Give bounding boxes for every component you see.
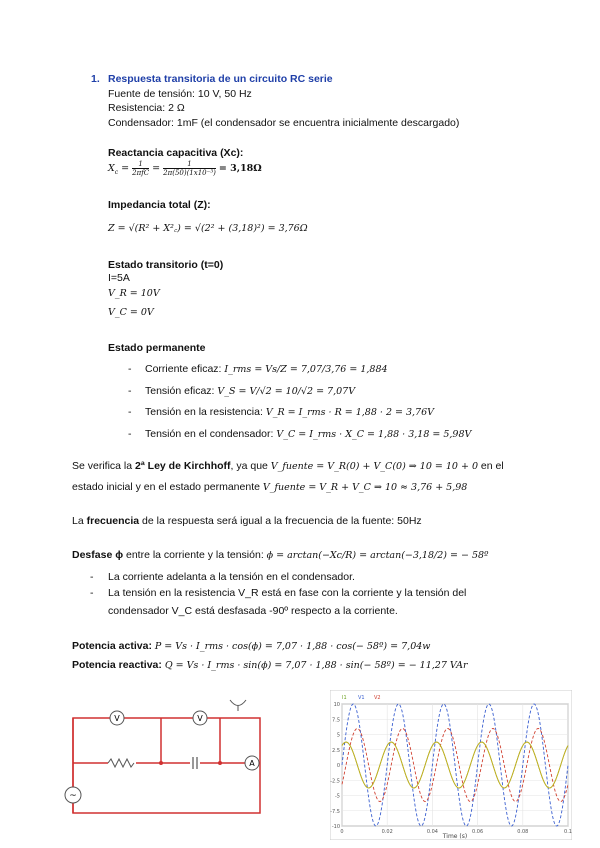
- x-tick-label: 0: [340, 829, 344, 835]
- transient-current: I=5A: [108, 272, 130, 284]
- steady-item: Tensión en el condensador: V_C = I_rms · X_C = 1,88 · 3,18 = 5,98V: [145, 428, 472, 440]
- node: [218, 761, 222, 765]
- svg-text:~: ~: [69, 791, 77, 801]
- x-tick-label: 0.1: [564, 829, 572, 835]
- resistance-line: Resistencia: 2 Ω: [108, 102, 185, 114]
- capacitor-line: Condensador: 1mF (el condensador se encuentra inicialmente descargado): [108, 117, 460, 129]
- legend-entry: V1: [358, 695, 365, 701]
- steady-item: Corriente eficaz: I_rms = Vs/Z = 7,07/3,76 = 1,884: [145, 363, 388, 375]
- section-number: 1.: [91, 73, 100, 85]
- kirchhoff-line2: estado inicial y en el estado permanente V_fuente = V_R + V_C ⇒ 10 ≈ 3,76 + 5,98: [72, 481, 468, 493]
- steady-item: Tensión eficaz: V_S = V/√2 = 10/√2 = 7,07V: [145, 385, 356, 397]
- svg-text:A: A: [249, 759, 255, 768]
- active-power: Potencia activa: P = Vs · I_rms · cos(ϕ) = 7,07 · 1,88 · cos(− 58º) = 7,04w: [72, 640, 431, 652]
- voltmeter-2: [193, 711, 207, 725]
- phase-item: La tensión en la resistencia V_R está en fase con la corriente y la tensión del: [108, 587, 467, 599]
- phase-item: condensador V_C está desfasada -90º respecto a la corriente.: [108, 605, 398, 617]
- transient-vc: V_C = 0V: [108, 307, 154, 318]
- bullet: -: [128, 428, 132, 440]
- reactance-heading: Reactancia capacitiva (Xc):: [108, 147, 244, 159]
- y-tick-label: -10: [331, 824, 340, 830]
- y-tick-label: 0: [336, 763, 340, 769]
- x-tick-label: 0.02: [381, 829, 393, 835]
- bullet: -: [128, 385, 132, 397]
- impedance-formula: Z = √(R² + X²꜀) = √(2² + (3,18)²) = 3,76Ω: [108, 223, 308, 234]
- legend-entry: V2: [374, 695, 381, 701]
- reactance-formula: $X_c$ = $\frac{1}{\text{2πfC}}$ = $\frac{1}{\text{2π(50)(1x10⁻³)}}$ = 3,18Ω: [108, 160, 262, 177]
- source-line: Fuente de tensión: 10 V, 50 Hz: [108, 88, 252, 100]
- impedance-heading: Impedancia total (Z):: [108, 199, 211, 211]
- bullet: -: [90, 571, 94, 583]
- steady-item: Tensión en la resistencia: V_R = I_rms · R = 1,88 · 2 = 3,76V: [145, 406, 434, 418]
- bullet: -: [90, 587, 94, 599]
- reactive-power: Potencia reactiva: Q = Vs · I_rms · sin(ϕ) = 7,07 · 1,88 · sin(− 58º) = − 11,27 VAr: [72, 659, 468, 671]
- svg-text:V: V: [197, 714, 203, 723]
- node: [159, 761, 163, 765]
- frequency-line: La frecuencia de la respuesta será igual a la frecuencia de la fuente: 50Hz: [72, 515, 422, 527]
- x-tick-label: 0.04: [426, 829, 438, 835]
- waveform-chart: [330, 690, 572, 840]
- y-tick-label: -2.5: [330, 778, 340, 785]
- ammeter: [245, 756, 259, 770]
- resistor: [108, 759, 136, 767]
- bullet: -: [128, 406, 132, 418]
- ground-symbol: [230, 700, 246, 711]
- svg-text:V: V: [114, 714, 120, 723]
- transient-heading: Estado transitorio (t=0): [108, 259, 224, 271]
- y-tick-label: 10: [333, 702, 340, 708]
- x-tick-label: 0.06: [472, 829, 484, 835]
- voltmeter-1: [110, 711, 124, 725]
- steady-heading: Estado permanente: [108, 342, 206, 354]
- circuit-diagram: [60, 695, 270, 820]
- legend-entry: I1: [342, 695, 347, 701]
- phase-item: La corriente adelanta a la tensión en el condensador.: [108, 571, 355, 583]
- capacitor: [190, 757, 200, 769]
- section-title: Respuesta transitoria de un circuito RC serie: [108, 73, 333, 85]
- ac-source: [65, 787, 81, 803]
- phase-line: Desfase ϕ entre la corriente y la tensión: ϕ = arctan(−Xc/R) = arctan(−3,18/2) = − 58º: [72, 549, 489, 561]
- kirchhoff-line1: Se verifica la 2ª Ley de Kirchhoff, ya que V_fuente = V_R(0) + V_C(0) ⇒ 10 = 10 + 0 en el: [72, 460, 504, 472]
- x-tick-label: 0.08: [517, 829, 529, 835]
- transient-vr: V_R = 10V: [108, 288, 160, 299]
- y-tick-label: 2.5: [332, 747, 340, 754]
- x-axis-label: Time (s): [442, 833, 468, 840]
- bullet: -: [128, 363, 132, 375]
- y-tick-label: 5: [336, 732, 340, 739]
- y-tick-label: 7.5: [332, 717, 340, 724]
- y-tick-label: -7.5: [330, 808, 340, 815]
- y-tick-label: -5: [335, 793, 340, 800]
